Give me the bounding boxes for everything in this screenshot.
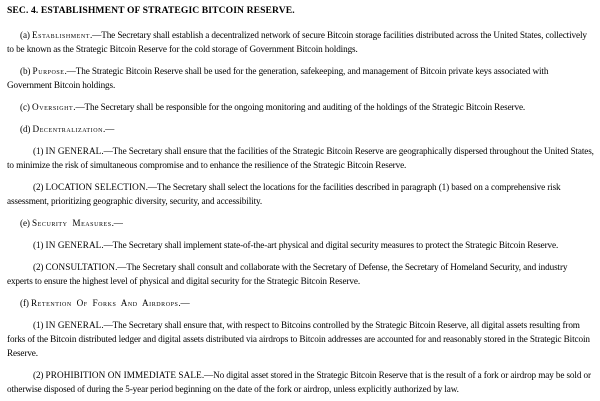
subsection-a bbox=[7, 28, 595, 56]
em-dash: .— bbox=[115, 262, 127, 272]
subsection-body: The Secretary shall establish a decentralized network of secure Bitcoin storage facilities distributed across the United States, collectively to be known as the Strategic Bitcoin Reserve for the cold storage of Government Bitcoin holdings. bbox=[7, 30, 587, 54]
paragraph-body: The Secretary shall consult and collaborate with the Secretary of Defense, the Secretary of Homeland Security, and industry experts to ensure the highest level of physical and digital security for the Strategic Bitcoin Reserve. bbox=[7, 262, 568, 286]
subsection-f bbox=[7, 296, 595, 310]
subsection-label: (a) bbox=[20, 30, 33, 40]
paragraph-e-2 bbox=[7, 260, 595, 288]
subsection-heading: Retention Of Forks And Airdrops bbox=[31, 298, 179, 308]
paragraph-body: No digital asset stored in the Strategic Bitcoin Reserve that is the result of a fork or airdrop may be sold or otherwise disposed of during the 5-year period beginning on the date of the fork or airdrop, unless explicitly authorized by law. bbox=[7, 370, 591, 394]
paragraph-e-1 bbox=[7, 238, 595, 252]
paragraph-f-1 bbox=[7, 318, 595, 360]
paragraph-d-2 bbox=[7, 180, 595, 208]
subsection-heading: Purpose bbox=[32, 66, 65, 76]
subsection-label: (b) bbox=[20, 66, 33, 76]
subsection-c bbox=[7, 100, 595, 114]
em-dash: .— bbox=[73, 102, 85, 112]
paragraph-heading: IN GENERAL bbox=[45, 320, 102, 330]
subsection-label: (d) bbox=[20, 124, 33, 134]
paragraph-body: The Secretary shall ensure that the facilities of the Strategic Bitcoin Reserve are geographically dispersed throughout the United States, to minimize the risk of simultaneous compromise and to enhance the resilience of the Strategic Bitcoin Reserve. bbox=[7, 146, 594, 170]
paragraph-d-1 bbox=[7, 144, 595, 172]
subsection-heading: Oversight bbox=[32, 102, 74, 112]
subsection-heading: Establishment bbox=[32, 30, 90, 40]
em-dash: .— bbox=[101, 320, 113, 330]
subsection-d bbox=[7, 122, 595, 136]
subsection-body: The Strategic Bitcoin Reserve shall be used for the generation, safekeeping, and management of Bitcoin private keys associated with Government Bitcoin holdings. bbox=[7, 66, 549, 90]
em-dash: .— bbox=[102, 124, 115, 134]
paragraph-label: (2) bbox=[33, 370, 46, 380]
subsection-body: The Secretary shall be responsible for the ongoing monitoring and auditing of the holdings of the Strategic Bitcoin Reserve. bbox=[84, 102, 526, 112]
paragraph-heading: CONSULTATION bbox=[45, 262, 116, 272]
paragraph-label: (1) bbox=[33, 146, 46, 156]
em-dash: .— bbox=[178, 298, 190, 308]
paragraph-f-2 bbox=[7, 368, 595, 396]
paragraph-label: (1) bbox=[33, 240, 46, 250]
section-title: SEC. 4. ESTABLISHMENT OF STRATEGIC BITCOIN RESERVE. bbox=[7, 5, 295, 16]
paragraph-label: (2) bbox=[33, 262, 46, 272]
subsection-b bbox=[7, 64, 595, 92]
em-dash: .— bbox=[89, 30, 102, 40]
paragraph-body: The Secretary shall ensure that, with respect to Bitcoins controlled by the Strategic Bitcoin Reserve, all digital assets resulting from forks of the Bitcoin distributed ledger and digital assets distributed via airdrops to Bitcoin addresses are accounted for and reasonably stored in the Strategic Bitcoin Reserve. bbox=[7, 320, 590, 358]
paragraph-heading: IN GENERAL bbox=[45, 146, 102, 156]
em-dash: .— bbox=[145, 182, 157, 192]
paragraph-heading: IN GENERAL bbox=[45, 240, 102, 250]
subsection-e bbox=[7, 216, 595, 230]
em-dash: .— bbox=[111, 218, 123, 228]
subsection-label: (c) bbox=[20, 102, 33, 112]
subsection-heading: Decentralization bbox=[32, 124, 103, 134]
em-dash: .— bbox=[101, 240, 113, 250]
subsection-heading: Security Measures bbox=[32, 218, 112, 228]
em-dash: .— bbox=[64, 66, 76, 76]
paragraph-label: (2) bbox=[33, 182, 46, 192]
em-dash: .— bbox=[201, 370, 214, 380]
subsection-label: (f) bbox=[20, 298, 31, 308]
subsection-label: (e) bbox=[20, 218, 33, 228]
paragraph-body: The Secretary shall select the locations for the facilities described in paragraph (1) based on a comprehensive risk assessment, prioritizing geographic diversity, security, and accessibility. bbox=[7, 182, 561, 206]
paragraph-heading: LOCATION SELECTION bbox=[45, 182, 146, 192]
paragraph-label: (1) bbox=[33, 320, 46, 330]
paragraph-heading: PROHIBITION ON IMMEDIATE SALE bbox=[45, 370, 202, 380]
em-dash: .— bbox=[101, 146, 113, 156]
paragraph-body: The Secretary shall implement state-of-the-art physical and digital security measures to protect the Strategic Bitcoin Reserve. bbox=[112, 240, 559, 250]
